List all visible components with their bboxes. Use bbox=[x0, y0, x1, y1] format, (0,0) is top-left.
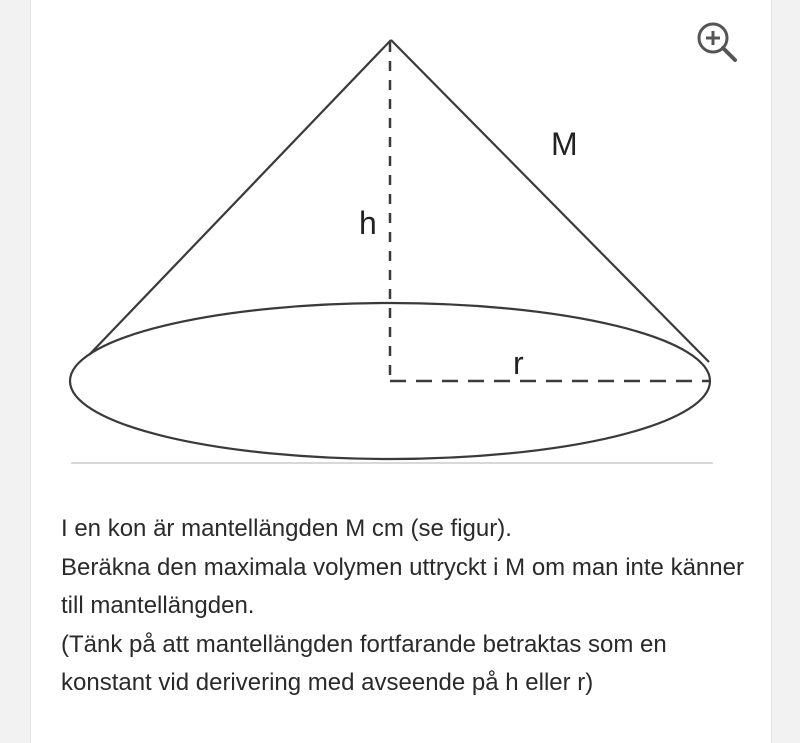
problem-text bbox=[61, 510, 751, 703]
problem-line-2: Beräkna den maximala volymen uttryckt i M om man inte känner till mantellängden. bbox=[61, 553, 744, 619]
height-label: h bbox=[359, 205, 377, 241]
zoom-in-icon[interactable] bbox=[695, 20, 739, 64]
slant-label: M bbox=[551, 126, 578, 162]
problem-line-1: I en kon är mantellängden M cm (se figur). bbox=[61, 515, 512, 542]
question-card bbox=[30, 0, 772, 743]
problem-line-3: (Tänk på att mantellängden fortfarande betraktas som en konstant vid derivering med avseende på h eller r) bbox=[61, 630, 667, 696]
cone-figure bbox=[31, 0, 771, 480]
cone-left-side bbox=[89, 40, 391, 355]
radius-label: r bbox=[513, 345, 524, 381]
cone-diagram bbox=[31, 0, 771, 480]
